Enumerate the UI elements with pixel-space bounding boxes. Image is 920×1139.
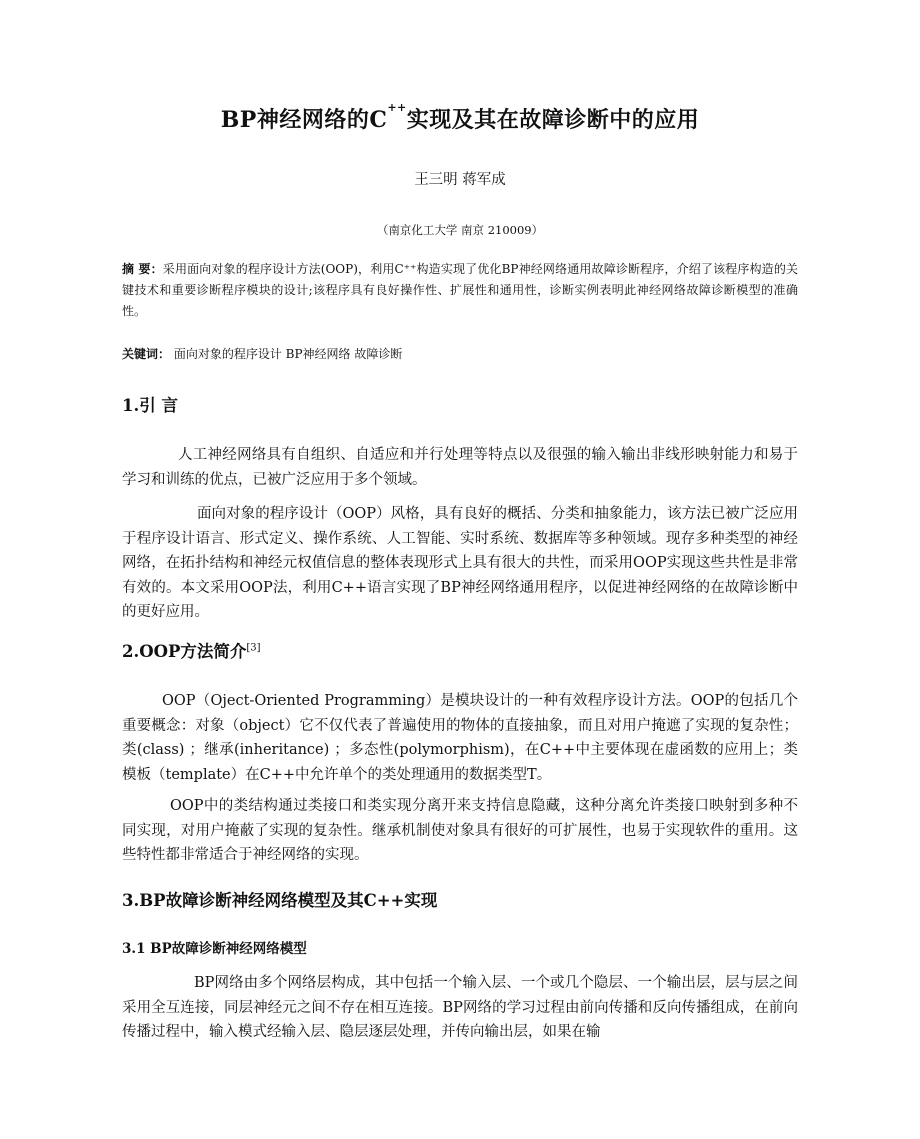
abstract-text: 采用面向对象的程序设计方法(OOP)，利用C⁺⁺构造实现了优化BP神经网络通用故障诊断程序，介绍了该程序构造的关键技术和重要诊断程序模块的设计;该程序具有良好操作性、扩展性和通用性，诊断实例表明此神经网络故障诊断模型的准确性。 [122,262,798,318]
affiliation: （南京化工大学 南京 210009） [376,223,544,237]
section-3-heading: 3.BP故障诊断神经网络模型及其C++实现 [122,891,438,910]
title-rest: 实现及其在故障诊断中的应用 [406,107,700,133]
section-1-paragraph-2: 面向对象的程序设计（OOP）风格，具有良好的概括、分类和抽象能力，该方法已被广泛应用于程序设计语言、形式定义、操作系统、人工智能、实时系统、数据库等多种领域。现存多种类型的神经网络，在拓扑结构和神经元权值信息的整体表现形式上具有很大的共性，而采用OOP实现这些共性是非常有效的。本文采用OOP法，利用C++语言实现了BP神经网络通用程序，以促进神经网络的在故障诊断中的更好应用。 [122,506,798,620]
section-3-1-paragraph-1: BP网络由多个网络层构成，其中包括一个输入层、一个或几个隐层、一个输出层，层与层之间采用全互连接，同层神经元之间不存在相互连接。BP网络的学习过程由前向传播和反向传播组成，在前向传播过程中，输入模式经输入层、隐层逐层处理，并传向输出层，如果在输 [122,975,798,1040]
title-superscript: ++ [387,101,407,114]
title-main: BP神经网络的C [220,107,388,133]
section-2-heading [122,638,261,662]
authors: 王三明 蒋军成 [414,172,506,188]
section-2-reference: [3] [246,642,261,654]
section-1-paragraph-1: 人工神经网络具有自组织、自适应和并行处理等特点以及很强的输入输出非线形映射能力和易于学习和训练的优点，已被广泛应用于多个领域。 [122,447,798,488]
keywords [122,344,798,365]
section-3-1-heading: 3.1 BP故障诊断神经网络模型 [122,941,307,957]
section-1-heading: 1.引 言 [122,396,178,415]
section-2-paragraph-1: OOP（Oject-Oriented Programming）是模块设计的一种有效程序设计方法。OOP的包括几个重要概念：对象（object）它不仅代表了普遍使用的物体的直接抽象，而且对用户掩遮了实现的复杂性；类(class) ；继承(inheritance) ；多态性(polymorphism)，在C++中主要体现在虚函数的应用上；类模板（template）在C++中允许单个的类处理通用的数据类型T。 [122,693,798,783]
keywords-text: 面向对象的程序设计 BP神经网络 故障诊断 [170,347,403,361]
paper-title [0,103,920,134]
abstract-label: 摘 要： [122,262,163,276]
section-2-paragraph-2: OOP中的类结构通过类接口和类实现分离开来支持信息隐藏，这种分离允许类接口映射到多种不同实现，对用户掩蔽了实现的复杂性。继承机制使对象具有很好的可扩展性，也易于实现软件的重用。这些特性都非常适合于神经网络的实现。 [122,798,798,863]
section-2-heading-text: 2.OOP方法简介 [122,642,247,661]
keywords-label: 关键词： [122,347,171,361]
abstract [122,259,798,322]
